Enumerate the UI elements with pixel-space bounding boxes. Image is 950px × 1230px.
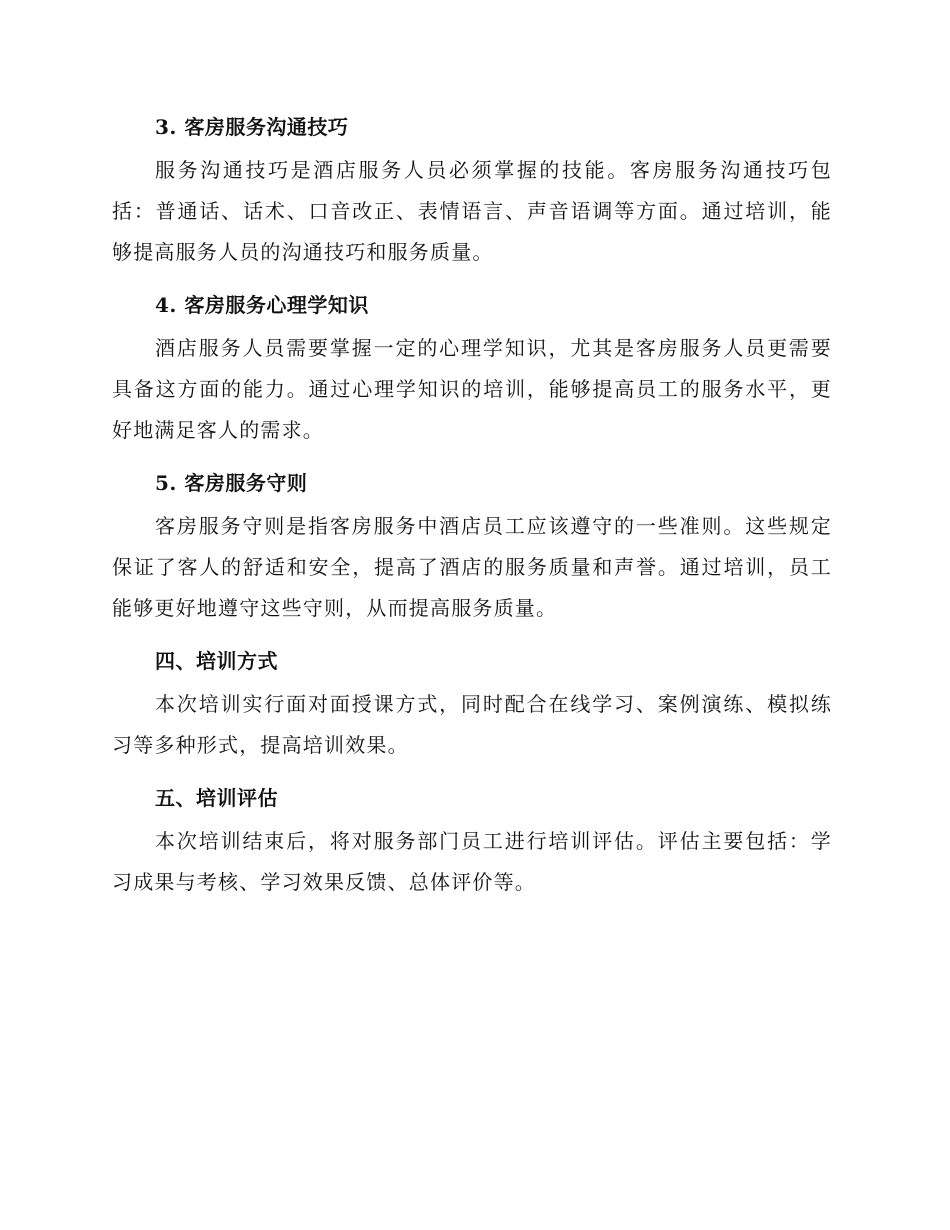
section-heading-4: 4. 客房服务心理学知识	[155, 293, 369, 317]
section-body-3: 服务沟通技巧是酒店服务人员必须掌握的技能。客房服务沟通技巧包括：普通话、话术、口音改正、表情语言、声音语调等方面。通过培训，能够提高服务人员的沟通技巧和服务质量。	[112, 158, 832, 264]
document-page	[112, 108, 832, 916]
section-heading-5: 5. 客房服务守则	[155, 471, 308, 495]
section-body-5: 客房服务守则是指客房服务中酒店员工应该遵守的一些准则。这些规定保证了客人的舒适和安全，提高了酒店的服务质量和声誉。通过培训，员工能够更好地遵守这些守则，从而提高服务质量。	[112, 514, 832, 620]
section-heading-training-evaluation: 五、培训评估	[155, 786, 278, 810]
section-body-4: 酒店服务人员需要掌握一定的心理学知识，尤其是客房服务人员更需要具备这方面的能力。通过心理学知识的培训，能够提高员工的服务水平，更好地满足客人的需求。	[112, 336, 832, 442]
section-heading-training-method: 四、培训方式	[155, 649, 278, 673]
section-body-training-evaluation: 本次培训结束后，将对服务部门员工进行培训评估。评估主要包括：学习成果与考核、学习效果反馈、总体评价等。	[112, 829, 832, 894]
section-body-training-method: 本次培训实行面对面授课方式，同时配合在线学习、案例演练、模拟练习等多种形式，提高培训效果。	[112, 692, 832, 757]
section-heading-3: 3. 客房服务沟通技巧	[155, 115, 349, 139]
